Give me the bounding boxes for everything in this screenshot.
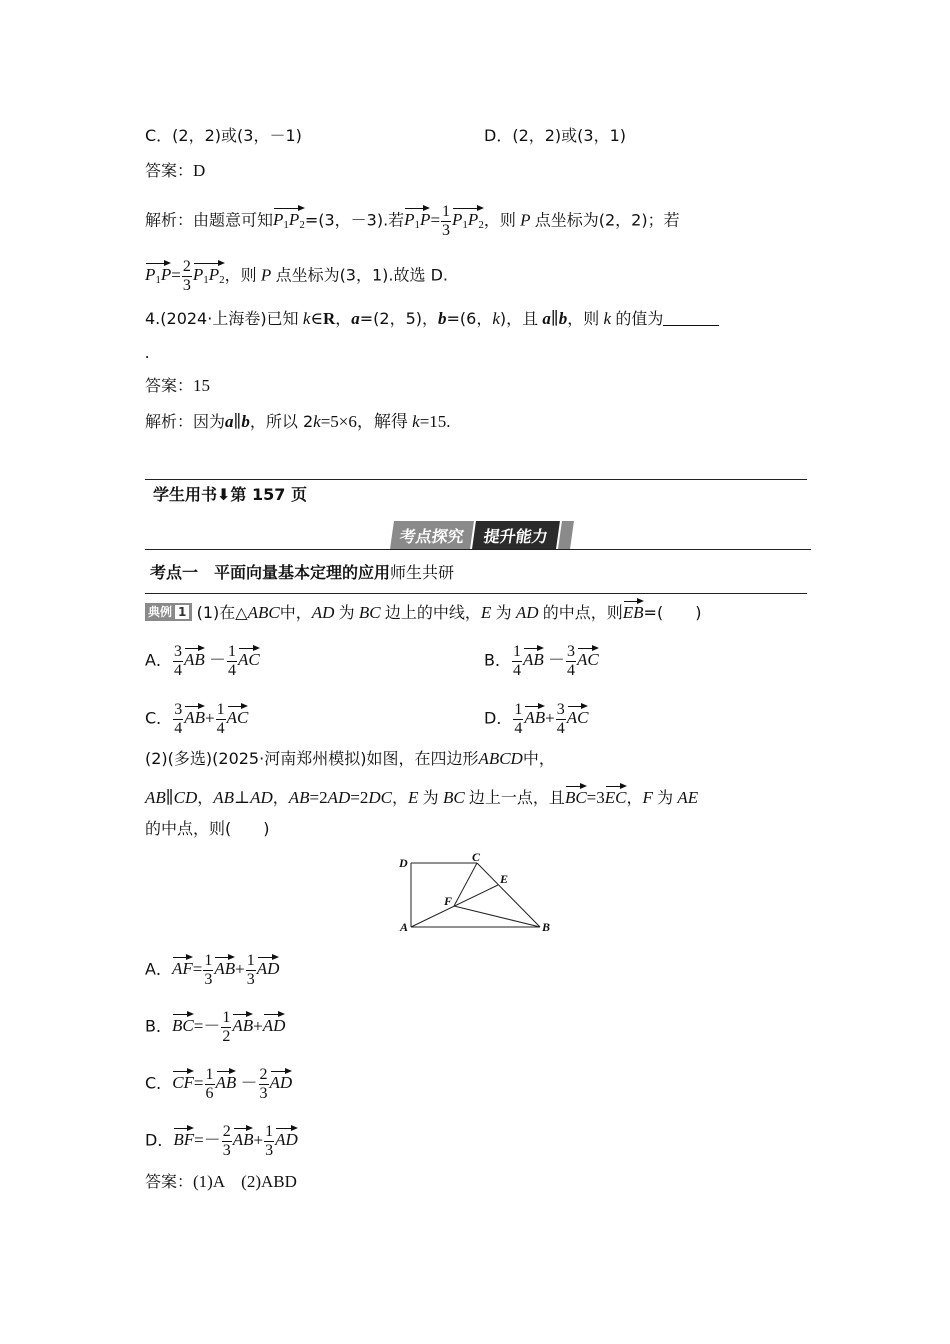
segment-cb — [477, 863, 540, 927]
label-b: B — [542, 920, 551, 934]
topic-note: 师生共研 — [390, 563, 455, 582]
segment-fc — [454, 863, 477, 906]
vector-symbol: CF — [172, 1068, 194, 1092]
example-1-option-b: B． $\frac{1}{4}$ AB － $\frac{3}{4}$ AC — [484, 643, 599, 679]
vec-p1p: $P_1P$ — [404, 205, 430, 234]
vector-symbol: AB — [216, 1068, 237, 1092]
section-banner — [392, 521, 572, 549]
fraction: $\frac{1}{4}$ — [227, 643, 236, 679]
vector-symbol: AC — [567, 703, 589, 727]
vector-symbol: BF — [173, 1125, 194, 1149]
label-a: A — [400, 920, 409, 934]
vector-symbol: AD — [270, 1068, 293, 1092]
vec-p1p: $P_1P$ — [145, 260, 171, 289]
example-badge: 典例 1 — [145, 603, 192, 621]
label-e: E — [500, 872, 509, 886]
q4-stem: 4.(2024·上海卷)已知 k∈R，a=(2，5)，b=(6，k)，且 a∥b，则 k 的值为 — [145, 308, 719, 330]
fraction-1-3: $\frac{1}{3}$ — [442, 203, 451, 239]
label-f: F — [444, 894, 453, 908]
vector-symbol: AB — [214, 954, 235, 978]
fraction: $\frac{3}{4}$ — [567, 643, 576, 679]
vector-symbol: AC — [577, 645, 599, 669]
topic-heading — [150, 562, 454, 584]
vector-symbol: AB — [232, 1011, 253, 1035]
fraction: $\frac{2}{3}$ — [259, 1066, 268, 1102]
example-1-option-a: A． $\frac{3}{4}$ AB － $\frac{1}{4}$ AC — [145, 643, 260, 679]
vector-symbol: BC — [172, 1011, 194, 1035]
q3-analysis-line2: $P_1P=$ $\frac{2}{3}$ $P_1P_2$，则 P 点坐标为(3，1).故选 D. — [145, 258, 448, 294]
q3-option-c: C．(2，2)或(3，－1) — [145, 126, 302, 145]
example-2-stem-line2: AB∥CD，AB⊥AD，AB=2AD=2DC，E 为 BC 边上一点，且BC=3EC，F 为 AE — [145, 783, 698, 809]
quadrilateral-figure — [395, 850, 560, 938]
fraction: $\frac{1}{3}$ — [265, 1123, 274, 1159]
q4-period: . — [145, 343, 150, 362]
vector-symbol: AB — [233, 1125, 254, 1149]
example-2-option-d: D．BF=－ $\frac{2}{3}$ AB+ $\frac{1}{3}$ AD — [145, 1123, 298, 1159]
q3-answer: 答案：D — [145, 161, 206, 180]
fraction: $\frac{3}{4}$ — [174, 701, 183, 737]
vec-p1p2: $P_1P_2$ — [452, 205, 484, 234]
vector-symbol: AB — [184, 645, 205, 669]
vector-symbol: AB — [523, 645, 544, 669]
fraction: $\frac{1}{3}$ — [204, 952, 213, 988]
vector-symbol: AC — [238, 645, 260, 669]
vector-symbol: AB — [524, 703, 545, 727]
vector-symbol: AD — [275, 1125, 298, 1149]
banner-rule — [145, 549, 811, 550]
vector-symbol: AF — [172, 954, 193, 978]
fraction: $\frac{1}{2}$ — [222, 1009, 231, 1045]
fraction: $\frac{1}{3}$ — [246, 952, 255, 988]
q3-analysis-line1: 解析：由题意可知$P_1P_2=(3$，－3).若$P_1P=$ $\frac{1}{3}$ $P_1P_2$，则 P 点坐标为(2，2)；若 — [145, 203, 680, 239]
topic-rule — [145, 593, 807, 594]
example-2-stem-line3: 的中点，则( ) — [145, 819, 270, 838]
section-rule-top — [145, 479, 807, 480]
vec-p1p2: $P_1P_2$ — [193, 260, 225, 289]
segment-fb — [454, 906, 540, 927]
label-c: C — [472, 850, 481, 864]
fraction: $\frac{1}{4}$ — [514, 701, 523, 737]
fraction-2-3: $\frac{2}{3}$ — [182, 258, 191, 294]
banner-left-label: 考点探究 — [398, 526, 466, 546]
fraction: $\frac{1}{6}$ — [205, 1066, 214, 1102]
vector-symbol: AB — [184, 703, 205, 727]
vec-eb: EB — [623, 598, 644, 622]
q4-analysis: 解析：因为a∥b，所以 2k=5×6，解得 k=15. — [145, 412, 451, 431]
fraction: $\frac{1}{4}$ — [216, 701, 225, 737]
label-d: D — [399, 856, 408, 870]
fraction: $\frac{2}{3}$ — [222, 1123, 231, 1159]
vec-p1p2: $P_1P_2$ — [273, 205, 305, 234]
example-2-option-c: C．CF= $\frac{1}{6}$ AB － $\frac{2}{3}$ AD — [145, 1066, 293, 1102]
q4-answer: 答案：15 — [145, 376, 211, 395]
q3-option-d: D．(2，2)或(3，1) — [484, 126, 627, 145]
fraction: $\frac{3}{4}$ — [173, 643, 182, 679]
example-1-option-c: C． $\frac{3}{4}$ AB+ $\frac{1}{4}$ AC — [145, 701, 249, 737]
example-answer: 答案：(1)A (2)ABD — [145, 1172, 297, 1191]
answer-blank[interactable] — [663, 309, 719, 326]
vector-symbol: AC — [227, 703, 249, 727]
example-1-option-d: D． $\frac{1}{4}$ AB+ $\frac{3}{4}$ AC — [484, 701, 589, 737]
example-2-option-a: A．AF= $\frac{1}{3}$ AB+ $\frac{1}{3}$ AD — [145, 952, 280, 988]
vector-symbol: AD — [263, 1011, 286, 1035]
banner-right-label: 提升能力 — [482, 526, 550, 546]
fraction: $\frac{3}{4}$ — [556, 701, 565, 737]
vector-symbol: BC — [565, 783, 587, 807]
book-reference: 学生用书⬇第 157 页 — [153, 485, 307, 504]
vector-symbol: AD — [257, 954, 280, 978]
example-1-stem: 典例 1 (1)在△ABC中，AD 为 BC 边上的中线，E 为 AD 的中点，则EB=( ) — [145, 598, 701, 624]
example-2-stem-line1: (2)(多选)(2025·河南郑州模拟)如图，在四边形ABCD中， — [145, 749, 555, 768]
fraction: $\frac{1}{4}$ — [512, 643, 521, 679]
example-2-option-b: B．BC=－ $\frac{1}{2}$ AB+AD — [145, 1009, 286, 1045]
topic-title: 考点一 平面向量基本定理的应用 — [150, 563, 391, 582]
vector-symbol: EC — [605, 783, 627, 807]
